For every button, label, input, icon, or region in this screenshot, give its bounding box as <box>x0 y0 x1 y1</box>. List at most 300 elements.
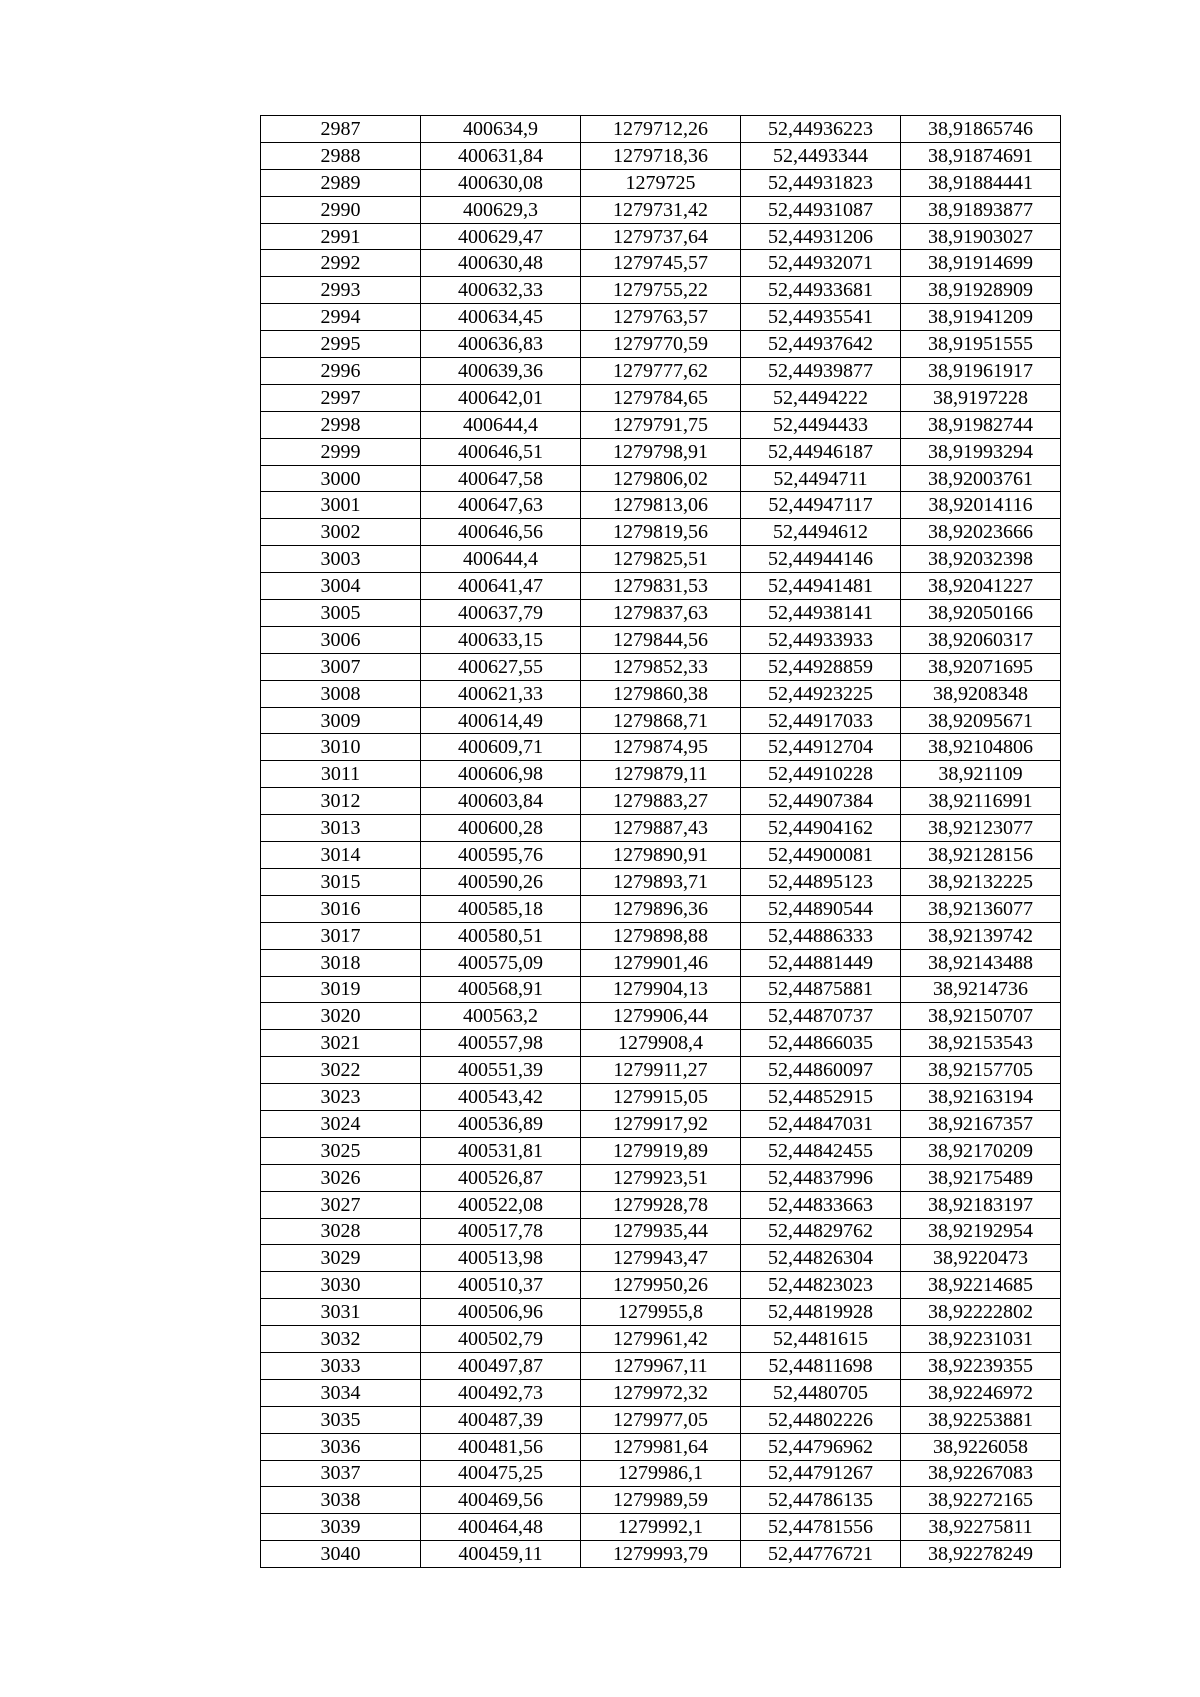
longitude-cell: 38,92253881 <box>901 1406 1061 1433</box>
table-row <box>261 976 1061 1003</box>
table-row <box>261 169 1061 196</box>
latitude-cell: 52,44781556 <box>741 1514 901 1541</box>
point-number-cell: 3029 <box>261 1245 421 1272</box>
longitude-cell: 38,9220473 <box>901 1245 1061 1272</box>
y-coordinate-cell: 1279831,53 <box>581 573 741 600</box>
table-row <box>261 1164 1061 1191</box>
latitude-cell: 52,44829762 <box>741 1218 901 1245</box>
point-number-cell: 3034 <box>261 1379 421 1406</box>
point-number-cell: 3018 <box>261 949 421 976</box>
point-number-cell: 3038 <box>261 1487 421 1514</box>
table-row <box>261 1245 1061 1272</box>
latitude-cell: 52,44791267 <box>741 1460 901 1487</box>
table-row <box>261 1057 1061 1084</box>
latitude-cell: 52,44944146 <box>741 546 901 573</box>
point-number-cell: 3005 <box>261 600 421 627</box>
point-number-cell: 3007 <box>261 653 421 680</box>
x-coordinate-cell: 400475,25 <box>421 1460 581 1487</box>
latitude-cell: 52,4480705 <box>741 1379 901 1406</box>
table-row <box>261 734 1061 761</box>
x-coordinate-cell: 400629,47 <box>421 223 581 250</box>
longitude-cell: 38,92032398 <box>901 546 1061 573</box>
longitude-cell: 38,92014116 <box>901 492 1061 519</box>
y-coordinate-cell: 1279981,64 <box>581 1433 741 1460</box>
table-row <box>261 1030 1061 1057</box>
point-number-cell: 2994 <box>261 304 421 331</box>
x-coordinate-cell: 400634,9 <box>421 116 581 143</box>
latitude-cell: 52,44937642 <box>741 331 901 358</box>
longitude-cell: 38,91914699 <box>901 250 1061 277</box>
x-coordinate-cell: 400531,81 <box>421 1137 581 1164</box>
point-number-cell: 3025 <box>261 1137 421 1164</box>
latitude-cell: 52,44933681 <box>741 277 901 304</box>
x-coordinate-cell: 400497,87 <box>421 1352 581 1379</box>
latitude-cell: 52,44881449 <box>741 949 901 976</box>
x-coordinate-cell: 400585,18 <box>421 895 581 922</box>
y-coordinate-cell: 1279915,05 <box>581 1084 741 1111</box>
point-number-cell: 2992 <box>261 250 421 277</box>
table-row <box>261 250 1061 277</box>
latitude-cell: 52,44947117 <box>741 492 901 519</box>
point-number-cell: 3022 <box>261 1057 421 1084</box>
point-number-cell: 3000 <box>261 465 421 492</box>
latitude-cell: 52,44811698 <box>741 1352 901 1379</box>
y-coordinate-cell: 1279777,62 <box>581 358 741 385</box>
longitude-cell: 38,92132225 <box>901 868 1061 895</box>
latitude-cell: 52,44931087 <box>741 196 901 223</box>
longitude-cell: 38,92272165 <box>901 1487 1061 1514</box>
latitude-cell: 52,4494433 <box>741 411 901 438</box>
table-row <box>261 868 1061 895</box>
latitude-cell: 52,44931206 <box>741 223 901 250</box>
x-coordinate-cell: 400487,39 <box>421 1406 581 1433</box>
latitude-cell: 52,44910228 <box>741 761 901 788</box>
x-coordinate-cell: 400543,42 <box>421 1084 581 1111</box>
longitude-cell: 38,92246972 <box>901 1379 1061 1406</box>
x-coordinate-cell: 400513,98 <box>421 1245 581 1272</box>
x-coordinate-cell: 400609,71 <box>421 734 581 761</box>
latitude-cell: 52,44842455 <box>741 1137 901 1164</box>
table-row <box>261 142 1061 169</box>
table-row <box>261 626 1061 653</box>
point-number-cell: 3011 <box>261 761 421 788</box>
latitude-cell: 52,44935541 <box>741 304 901 331</box>
x-coordinate-cell: 400642,01 <box>421 384 581 411</box>
point-number-cell: 3026 <box>261 1164 421 1191</box>
y-coordinate-cell: 1279935,44 <box>581 1218 741 1245</box>
x-coordinate-cell: 400464,48 <box>421 1514 581 1541</box>
longitude-cell: 38,9197228 <box>901 384 1061 411</box>
point-number-cell: 2997 <box>261 384 421 411</box>
longitude-cell: 38,92023666 <box>901 519 1061 546</box>
y-coordinate-cell: 1279784,65 <box>581 384 741 411</box>
point-number-cell: 3027 <box>261 1191 421 1218</box>
point-number-cell: 2995 <box>261 331 421 358</box>
latitude-cell: 52,44938141 <box>741 600 901 627</box>
x-coordinate-cell: 400590,26 <box>421 868 581 895</box>
x-coordinate-cell: 400595,76 <box>421 842 581 869</box>
y-coordinate-cell: 1279725 <box>581 169 741 196</box>
x-coordinate-cell: 400522,08 <box>421 1191 581 1218</box>
table-row <box>261 815 1061 842</box>
latitude-cell: 52,44912704 <box>741 734 901 761</box>
point-number-cell: 3012 <box>261 788 421 815</box>
y-coordinate-cell: 1279898,88 <box>581 922 741 949</box>
table-row <box>261 1110 1061 1137</box>
point-number-cell: 3008 <box>261 680 421 707</box>
latitude-cell: 52,44932071 <box>741 250 901 277</box>
latitude-cell: 52,44833663 <box>741 1191 901 1218</box>
table-row <box>261 384 1061 411</box>
y-coordinate-cell: 1279874,95 <box>581 734 741 761</box>
y-coordinate-cell: 1279844,56 <box>581 626 741 653</box>
table-row <box>261 465 1061 492</box>
point-number-cell: 3035 <box>261 1406 421 1433</box>
table-row <box>261 1514 1061 1541</box>
y-coordinate-cell: 1279919,89 <box>581 1137 741 1164</box>
y-coordinate-cell: 1279825,51 <box>581 546 741 573</box>
table-row <box>261 1352 1061 1379</box>
y-coordinate-cell: 1279928,78 <box>581 1191 741 1218</box>
x-coordinate-cell: 400459,11 <box>421 1541 581 1568</box>
table-row <box>261 411 1061 438</box>
latitude-cell: 52,44875881 <box>741 976 901 1003</box>
point-number-cell: 2996 <box>261 358 421 385</box>
table-row <box>261 1406 1061 1433</box>
y-coordinate-cell: 1279906,44 <box>581 1003 741 1030</box>
y-coordinate-cell: 1279961,42 <box>581 1326 741 1353</box>
latitude-cell: 52,44847031 <box>741 1110 901 1137</box>
y-coordinate-cell: 1279852,33 <box>581 653 741 680</box>
latitude-cell: 52,44796962 <box>741 1433 901 1460</box>
point-number-cell: 2989 <box>261 169 421 196</box>
longitude-cell: 38,92157705 <box>901 1057 1061 1084</box>
longitude-cell: 38,92183197 <box>901 1191 1061 1218</box>
x-coordinate-cell: 400647,58 <box>421 465 581 492</box>
y-coordinate-cell: 1279887,43 <box>581 815 741 842</box>
table-row <box>261 1218 1061 1245</box>
table-row <box>261 1541 1061 1568</box>
x-coordinate-cell: 400644,4 <box>421 411 581 438</box>
y-coordinate-cell: 1279798,91 <box>581 438 741 465</box>
table-row <box>261 653 1061 680</box>
latitude-cell: 52,4493344 <box>741 142 901 169</box>
longitude-cell: 38,92128156 <box>901 842 1061 869</box>
longitude-cell: 38,91993294 <box>901 438 1061 465</box>
latitude-cell: 52,44802226 <box>741 1406 901 1433</box>
point-number-cell: 3036 <box>261 1433 421 1460</box>
latitude-cell: 52,44939877 <box>741 358 901 385</box>
table-row <box>261 680 1061 707</box>
y-coordinate-cell: 1279972,32 <box>581 1379 741 1406</box>
point-number-cell: 3021 <box>261 1030 421 1057</box>
x-coordinate-cell: 400557,98 <box>421 1030 581 1057</box>
longitude-cell: 38,92167357 <box>901 1110 1061 1137</box>
table-row <box>261 1460 1061 1487</box>
y-coordinate-cell: 1279791,75 <box>581 411 741 438</box>
table-row <box>261 895 1061 922</box>
x-coordinate-cell: 400606,98 <box>421 761 581 788</box>
x-coordinate-cell: 400627,55 <box>421 653 581 680</box>
longitude-cell: 38,9214736 <box>901 976 1061 1003</box>
table-row <box>261 1487 1061 1514</box>
longitude-cell: 38,92175489 <box>901 1164 1061 1191</box>
x-coordinate-cell: 400630,08 <box>421 169 581 196</box>
table-row <box>261 1299 1061 1326</box>
longitude-cell: 38,92003761 <box>901 465 1061 492</box>
point-number-cell: 3001 <box>261 492 421 519</box>
x-coordinate-cell: 400536,89 <box>421 1110 581 1137</box>
y-coordinate-cell: 1279819,56 <box>581 519 741 546</box>
y-coordinate-cell: 1279967,11 <box>581 1352 741 1379</box>
point-number-cell: 3030 <box>261 1272 421 1299</box>
latitude-cell: 52,44904162 <box>741 815 901 842</box>
y-coordinate-cell: 1279860,38 <box>581 680 741 707</box>
x-coordinate-cell: 400647,63 <box>421 492 581 519</box>
y-coordinate-cell: 1279806,02 <box>581 465 741 492</box>
longitude-cell: 38,92231031 <box>901 1326 1061 1353</box>
table-row <box>261 1379 1061 1406</box>
y-coordinate-cell: 1279770,59 <box>581 331 741 358</box>
latitude-cell: 52,44917033 <box>741 707 901 734</box>
longitude-cell: 38,91893877 <box>901 196 1061 223</box>
longitude-cell: 38,92214685 <box>901 1272 1061 1299</box>
latitude-cell: 52,4494711 <box>741 465 901 492</box>
table-row <box>261 438 1061 465</box>
table-row <box>261 519 1061 546</box>
x-coordinate-cell: 400634,45 <box>421 304 581 331</box>
y-coordinate-cell: 1279986,1 <box>581 1460 741 1487</box>
longitude-cell: 38,91982744 <box>901 411 1061 438</box>
latitude-cell: 52,44900081 <box>741 842 901 869</box>
longitude-cell: 38,92136077 <box>901 895 1061 922</box>
latitude-cell: 52,44870737 <box>741 1003 901 1030</box>
point-number-cell: 3016 <box>261 895 421 922</box>
longitude-cell: 38,92095671 <box>901 707 1061 734</box>
latitude-cell: 52,44823023 <box>741 1272 901 1299</box>
table-row <box>261 304 1061 331</box>
point-number-cell: 3009 <box>261 707 421 734</box>
y-coordinate-cell: 1279977,05 <box>581 1406 741 1433</box>
y-coordinate-cell: 1279813,06 <box>581 492 741 519</box>
latitude-cell: 52,44860097 <box>741 1057 901 1084</box>
point-number-cell: 3017 <box>261 922 421 949</box>
x-coordinate-cell: 400646,51 <box>421 438 581 465</box>
y-coordinate-cell: 1279917,92 <box>581 1110 741 1137</box>
table-row <box>261 1003 1061 1030</box>
latitude-cell: 52,44819928 <box>741 1299 901 1326</box>
x-coordinate-cell: 400575,09 <box>421 949 581 976</box>
x-coordinate-cell: 400636,83 <box>421 331 581 358</box>
latitude-cell: 52,44933933 <box>741 626 901 653</box>
latitude-cell: 52,44907384 <box>741 788 901 815</box>
x-coordinate-cell: 400630,48 <box>421 250 581 277</box>
y-coordinate-cell: 1279893,71 <box>581 868 741 895</box>
longitude-cell: 38,92071695 <box>901 653 1061 680</box>
table-row <box>261 949 1061 976</box>
x-coordinate-cell: 400563,2 <box>421 1003 581 1030</box>
y-coordinate-cell: 1279879,11 <box>581 761 741 788</box>
latitude-cell: 52,44826304 <box>741 1245 901 1272</box>
longitude-cell: 38,91874691 <box>901 142 1061 169</box>
x-coordinate-cell: 400614,49 <box>421 707 581 734</box>
x-coordinate-cell: 400510,37 <box>421 1272 581 1299</box>
x-coordinate-cell: 400631,84 <box>421 142 581 169</box>
longitude-cell: 38,92143488 <box>901 949 1061 976</box>
longitude-cell: 38,92050166 <box>901 600 1061 627</box>
table-row <box>261 492 1061 519</box>
table-row <box>261 1137 1061 1164</box>
y-coordinate-cell: 1279908,4 <box>581 1030 741 1057</box>
table-row <box>261 116 1061 143</box>
longitude-cell: 38,91961917 <box>901 358 1061 385</box>
point-number-cell: 3004 <box>261 573 421 600</box>
latitude-cell: 52,44866035 <box>741 1030 901 1057</box>
table-row <box>261 1326 1061 1353</box>
point-number-cell: 2991 <box>261 223 421 250</box>
point-number-cell: 3032 <box>261 1326 421 1353</box>
latitude-cell: 52,44786135 <box>741 1487 901 1514</box>
longitude-cell: 38,921109 <box>901 761 1061 788</box>
point-number-cell: 3028 <box>261 1218 421 1245</box>
point-number-cell: 3024 <box>261 1110 421 1137</box>
longitude-cell: 38,92123077 <box>901 815 1061 842</box>
latitude-cell: 52,44931823 <box>741 169 901 196</box>
point-number-cell: 2988 <box>261 142 421 169</box>
x-coordinate-cell: 400621,33 <box>421 680 581 707</box>
x-coordinate-cell: 400603,84 <box>421 788 581 815</box>
y-coordinate-cell: 1279943,47 <box>581 1245 741 1272</box>
longitude-cell: 38,92060317 <box>901 626 1061 653</box>
point-number-cell: 2998 <box>261 411 421 438</box>
longitude-cell: 38,92104806 <box>901 734 1061 761</box>
longitude-cell: 38,92239355 <box>901 1352 1061 1379</box>
point-number-cell: 3020 <box>261 1003 421 1030</box>
longitude-cell: 38,91884441 <box>901 169 1061 196</box>
point-number-cell: 3033 <box>261 1352 421 1379</box>
table-row <box>261 788 1061 815</box>
point-number-cell: 2999 <box>261 438 421 465</box>
coordinates-table <box>260 115 1061 1568</box>
x-coordinate-cell: 400639,36 <box>421 358 581 385</box>
y-coordinate-cell: 1279904,13 <box>581 976 741 1003</box>
table-row <box>261 600 1061 627</box>
latitude-cell: 52,44837996 <box>741 1164 901 1191</box>
y-coordinate-cell: 1279896,36 <box>581 895 741 922</box>
longitude-cell: 38,92150707 <box>901 1003 1061 1030</box>
x-coordinate-cell: 400632,33 <box>421 277 581 304</box>
y-coordinate-cell: 1279868,71 <box>581 707 741 734</box>
y-coordinate-cell: 1279993,79 <box>581 1541 741 1568</box>
x-coordinate-cell: 400580,51 <box>421 922 581 949</box>
point-number-cell: 3006 <box>261 626 421 653</box>
longitude-cell: 38,92163194 <box>901 1084 1061 1111</box>
x-coordinate-cell: 400633,15 <box>421 626 581 653</box>
point-number-cell: 2987 <box>261 116 421 143</box>
point-number-cell: 3010 <box>261 734 421 761</box>
latitude-cell: 52,44941481 <box>741 573 901 600</box>
x-coordinate-cell: 400502,79 <box>421 1326 581 1353</box>
table-row <box>261 573 1061 600</box>
y-coordinate-cell: 1279992,1 <box>581 1514 741 1541</box>
latitude-cell: 52,44928859 <box>741 653 901 680</box>
latitude-cell: 52,44852915 <box>741 1084 901 1111</box>
longitude-cell: 38,92153543 <box>901 1030 1061 1057</box>
table-row <box>261 842 1061 869</box>
x-coordinate-cell: 400492,73 <box>421 1379 581 1406</box>
longitude-cell: 38,92275811 <box>901 1514 1061 1541</box>
point-number-cell: 3013 <box>261 815 421 842</box>
table-row <box>261 922 1061 949</box>
latitude-cell: 52,44886333 <box>741 922 901 949</box>
y-coordinate-cell: 1279712,26 <box>581 116 741 143</box>
longitude-cell: 38,92139742 <box>901 922 1061 949</box>
longitude-cell: 38,92170209 <box>901 1137 1061 1164</box>
x-coordinate-cell: 400644,4 <box>421 546 581 573</box>
latitude-cell: 52,4494612 <box>741 519 901 546</box>
y-coordinate-cell: 1279955,8 <box>581 1299 741 1326</box>
table-row <box>261 707 1061 734</box>
longitude-cell: 38,92222802 <box>901 1299 1061 1326</box>
y-coordinate-cell: 1279911,27 <box>581 1057 741 1084</box>
point-number-cell: 3014 <box>261 842 421 869</box>
y-coordinate-cell: 1279837,63 <box>581 600 741 627</box>
x-coordinate-cell: 400637,79 <box>421 600 581 627</box>
y-coordinate-cell: 1279745,57 <box>581 250 741 277</box>
table-row <box>261 358 1061 385</box>
x-coordinate-cell: 400629,3 <box>421 196 581 223</box>
longitude-cell: 38,91928909 <box>901 277 1061 304</box>
table-row <box>261 1433 1061 1460</box>
point-number-cell: 3023 <box>261 1084 421 1111</box>
point-number-cell: 3003 <box>261 546 421 573</box>
table-row <box>261 761 1061 788</box>
x-coordinate-cell: 400646,56 <box>421 519 581 546</box>
latitude-cell: 52,44890544 <box>741 895 901 922</box>
latitude-cell: 52,44946187 <box>741 438 901 465</box>
latitude-cell: 52,44936223 <box>741 116 901 143</box>
point-number-cell: 2993 <box>261 277 421 304</box>
point-number-cell: 3040 <box>261 1541 421 1568</box>
point-number-cell: 2990 <box>261 196 421 223</box>
point-number-cell: 3039 <box>261 1514 421 1541</box>
table-row <box>261 223 1061 250</box>
table-row <box>261 1272 1061 1299</box>
y-coordinate-cell: 1279989,59 <box>581 1487 741 1514</box>
x-coordinate-cell: 400506,96 <box>421 1299 581 1326</box>
longitude-cell: 38,92192954 <box>901 1218 1061 1245</box>
y-coordinate-cell: 1279755,22 <box>581 277 741 304</box>
longitude-cell: 38,91865746 <box>901 116 1061 143</box>
table-row <box>261 277 1061 304</box>
y-coordinate-cell: 1279883,27 <box>581 788 741 815</box>
longitude-cell: 38,92278249 <box>901 1541 1061 1568</box>
y-coordinate-cell: 1279890,91 <box>581 842 741 869</box>
x-coordinate-cell: 400551,39 <box>421 1057 581 1084</box>
x-coordinate-cell: 400641,47 <box>421 573 581 600</box>
longitude-cell: 38,92267083 <box>901 1460 1061 1487</box>
latitude-cell: 52,44895123 <box>741 868 901 895</box>
latitude-cell: 52,44776721 <box>741 1541 901 1568</box>
longitude-cell: 38,92116991 <box>901 788 1061 815</box>
table-row <box>261 196 1061 223</box>
y-coordinate-cell: 1279763,57 <box>581 304 741 331</box>
y-coordinate-cell: 1279737,64 <box>581 223 741 250</box>
x-coordinate-cell: 400600,28 <box>421 815 581 842</box>
point-number-cell: 3002 <box>261 519 421 546</box>
point-number-cell: 3037 <box>261 1460 421 1487</box>
latitude-cell: 52,4481615 <box>741 1326 901 1353</box>
